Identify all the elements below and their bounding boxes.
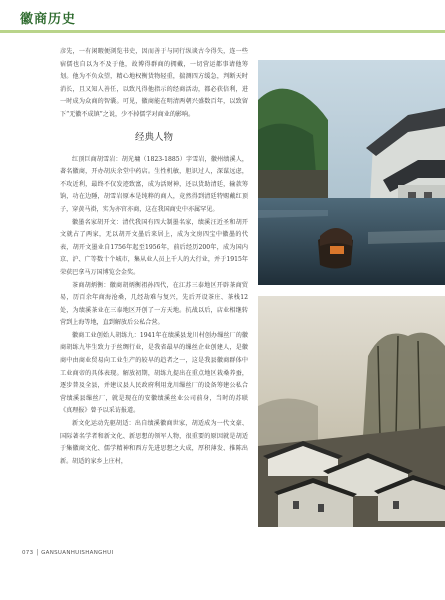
- paragraph-hu-xueyan: 红顶巨商胡雪岩：胡光墉（1823-1885）字雪岩，徽州绩溪人，著名徽商，开办胡庆余堂中药店。生性机敏，胆识过人，深谋远虑，不攻近利，最终不仅发迹致富，成为活财神，还以货助清廷，输款筹饷，功在边陲，胡雪岩原本是纯粹的商人，竟然得到清廷特赐戴红顶子，穿黄马褂，实为亦官亦商，这在我国商史中亦属罕见。: [60, 155, 248, 213]
- page-footer: 073 │ GANSUANHUISHANGHUI: [22, 550, 114, 556]
- canal-village-photo: [258, 60, 445, 285]
- section-heading: 经典人物: [134, 131, 173, 143]
- misty-village-photo: [258, 296, 445, 527]
- header-rule: [0, 30, 445, 33]
- intro-paragraph: 彦先，一有闲暇便浏览书史，因而善于与同行纵谈古今得失，连一些宿儒也自以为不及于他，故博得群商的拥戴，一切营运都事请他筹划。他为不负众望，精心地权衡货物轻重，揣测四方缓急，判断天时消长，且又知人善任，以致凡得他指示的经商活动，都必获倍利，进一时成为众商的智囊。可见，徽商能在明清两朝兴盛数百年，以致留下“无徽不成镇”之说，少不掉儒学对商业的影响。: [60, 48, 248, 118]
- section-title: 徽商历史: [20, 12, 77, 27]
- paragraph-hu-shi: 新文化运动先驱胡适：出自绩溪徽商世家，胡适成为一代文豪、国际著名学者和新文化、新思想的领军人物，很重要的原因就是胡适于集徽商文化、儒学精神和西方先进思想之大成，厚积薄发、推陈出新。胡适的家乡上庄村，: [60, 420, 248, 465]
- paragraph-hu-bingheng: 茶商胡炳衡：徽商胡炳衡祖孙四代，在江苏三泰地区开辟茶商贸易，历百余年商海沧桑，几经劫难与复兴，先后开设茶庄、茶栈12处，为绩溪茶业在三泰地区开创了一方天地。抗战以后，店业相继转营到上海等地，直到解放后公私合营。: [60, 281, 248, 327]
- paragraph-hu-lianjiu: 徽商工业创始人胡练九：1941年在绩溪县龙川村创办缫丝厂的徽商胡练九毕生致力于丝绸行业，是我省最早的缫丝企业创建人，是徽商中由商业贸易向工业生产的较早的趋者之一，这是我县徽商群体中工业商帝的具体表现。解放初期，胡练九提出在重点地区栽桑养蚕，逐步普及全县，并建议县人民政府利用龙川缫丝厂的设备筹建公私合营绩溪县缫丝厂，就是现在的安徽绩溪丝业公司前身，当时的苏联《真理报》曾予以采访报道。: [60, 331, 248, 415]
- article-body: [60, 46, 248, 468]
- paragraph-hu-kaiwen: 徽墨名家胡开文：清代我国有四大制墨名家，绩溪汪近圣和胡开文就占了两家，无以胡开文墨后来居上，成为文房四宝中徽墨的代表，胡开文墨业自1756年起至1956年，前后经历200年，成为国内京、沪、广等数十个城市，集从业人员上千人的大行业，并于1915年荣获巴拿马万国博览会金奖。: [60, 218, 248, 276]
